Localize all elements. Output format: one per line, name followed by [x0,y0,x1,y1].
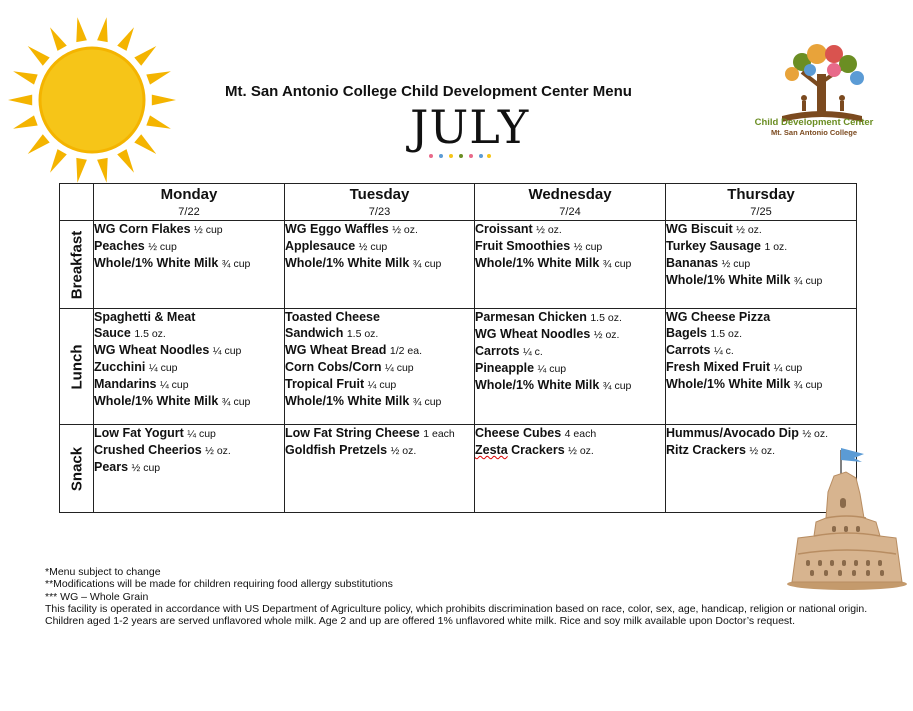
menu-item-name: Sandwich [285,326,344,340]
menu-item [285,342,474,359]
menu-item [475,425,665,442]
menu-item-name: Mandarins [94,377,157,391]
menu-item-quantity: ¼ cup [187,428,216,440]
menu-item-quantity: ½ oz. [593,329,620,341]
menu-item-name: Low Fat Yogurt [94,426,184,440]
menu-item [475,442,665,459]
sun-ray [146,115,171,128]
menu-item [666,272,856,289]
day-name: Thursday [727,186,795,203]
sun-ray [8,95,32,106]
sun-ray [76,158,87,183]
menu-item [475,377,665,394]
menu-item-quantity: ¾ cup [221,396,251,408]
meal-row-lunch [60,309,857,425]
menu-item [475,221,665,238]
menu-item [94,342,284,359]
menu-item [475,343,665,360]
menu-item-name: WG Corn Flakes [94,222,191,236]
menu-item-quantity: ½ cup [358,241,388,253]
menu-item-name: Pineapple [475,361,535,375]
sun-ray [134,46,156,66]
menu-item-name: WG Biscuit [666,222,733,236]
sun-illustration [0,12,190,192]
menu-item [94,442,284,459]
menu-item [285,359,474,376]
menu-item-name: Whole/1% White Milk [666,273,791,287]
menu-item-name: WG Wheat Bread [285,343,387,357]
menu-item-name: Parmesan Chicken [475,310,587,324]
meal-row-snack [60,425,857,513]
menu-item-name: Croissant [475,222,533,236]
meal-label: Lunch [68,344,85,389]
menu-item-quantity: ½ cup [194,224,223,236]
footnote: This facility is operated in accordance with US Department of Agriculture policy, which prohibits discrimination based on race, color, sex, age, handicap, religion or national origin. [45,602,868,615]
menu-item-name: Zucchini [94,360,146,374]
menu-item-name: Ritz Crackers [666,443,746,457]
sun-ray [13,71,38,84]
menu-item [666,309,856,325]
menu-item-quantity: 4 each [564,428,597,440]
menu-item-quantity: ¼ c. [713,345,734,357]
menu-item-quantity: ¾ cup [793,275,823,287]
menu-item [285,309,474,325]
menu-item-name: Goldfish Pretzels [285,443,388,457]
menu-item-name: WG Eggo Waffles [285,222,389,236]
menu-item [94,221,284,238]
menu-item-name: Cheese Cubes [475,426,562,440]
menu-item [94,325,284,342]
meal-label-cell [60,309,94,425]
menu-item [94,238,284,255]
menu-item-name: Whole/1% White Milk [94,256,219,270]
month-decoration [425,152,495,160]
day-header-thursday [666,184,857,221]
menu-item-quantity: ½ oz. [205,445,231,457]
menu-item-quantity: 1.5 oz. [710,328,743,340]
menu-item-name: Turkey Sausage [666,239,761,253]
sandcastle-illustration [784,442,910,592]
day-date: 7/22 [178,206,200,218]
menu-item [666,425,856,442]
menu-table [59,183,857,513]
footnote: *** WG – Whole Grain [45,590,149,603]
menu-item-quantity: 1.5 oz. [346,328,379,340]
menu-item [666,359,856,376]
sun-ray [146,71,171,84]
menu-item [475,360,665,377]
menu-cell [94,309,285,425]
menu-item [94,309,284,325]
logo-title: Child Development Center [754,117,874,128]
day-date: 7/25 [750,206,772,218]
menu-item-quantity: ¼ cup [160,379,189,391]
day-name: Monday [160,186,218,203]
day-header-tuesday [285,184,475,221]
menu-item [285,255,474,272]
meal-label-cell [60,425,94,513]
menu-cell [285,221,475,309]
menu-cell [285,425,475,513]
menu-item-name: Whole/1% White Milk [475,256,600,270]
menu-item-quantity: ½ cup [721,258,751,270]
menu-item [94,393,284,410]
menu-cell [285,309,475,425]
menu-item-name: Hummus/Avocado Dip [666,426,799,440]
menu-item-quantity: ½ cup [148,241,177,253]
sun-ray [28,46,50,66]
meal-label: Breakfast [68,230,85,299]
menu-item-quantity: 1 oz. [764,241,788,253]
menu-item-quantity: ¼ cup [773,362,803,374]
menu-item [666,238,856,255]
menu-item-name: Low Fat String Cheese [285,426,420,440]
day-header-row [60,184,857,221]
menu-item-quantity: ½ oz. [802,428,829,440]
menu-item [94,459,284,476]
sun-ray [97,17,108,42]
menu-item-name: Corn Cobs/Corn [285,360,382,374]
footnote: **Modifications will be made for children requiring food allergy substitutions [45,578,393,591]
sun-ray [50,27,67,51]
menu-item [94,376,284,393]
menu-item [94,425,284,442]
menu-item-quantity: ¾ cup [602,258,632,270]
menu-cell [475,221,666,309]
menu-item-name: Spaghetti & Meat [94,310,196,324]
menu-item-name: Crushed Cheerios [94,443,202,457]
menu-item-quantity: ½ oz. [736,224,762,236]
day-date: 7/23 [368,206,391,218]
day-header-monday [94,184,285,221]
menu-item [666,342,856,359]
sun-ray [76,17,87,42]
menu-item [666,325,856,342]
menu-item-quantity: ¼ cup [537,363,567,375]
menu-item-quantity: ¼ cup [385,362,414,374]
menu-item-name: Whole/1% White Milk [285,256,410,270]
day-date: 7/24 [559,206,581,218]
menu-cell [94,221,285,309]
menu-item-name: WG Cheese Pizza [666,310,771,324]
footnotes [45,566,885,627]
menu-cell [475,309,666,425]
menu-item-quantity: ½ oz. [536,224,562,236]
meal-label-cell [60,221,94,309]
menu-item-quantity: ¼ cup [148,362,178,374]
menu-item [285,442,474,459]
sun-ray [13,115,38,128]
menu-item [285,376,474,393]
page-title: Mt. San Antonio College Child Development Center Menu [225,83,632,100]
menu-item-name: Fresh Mixed Fruit [666,360,771,374]
menu-item-name: Carrots [475,344,520,358]
sun-ray [97,158,108,183]
menu-item-name: WG Wheat Noodles [94,343,210,357]
menu-item [94,255,284,272]
footnote: Children aged 1-2 years are served unflavored whole milk. Age 2 and up are offered 1% unflavored white milk. Rice and soy milk available upon Doctor’s request. [45,615,795,628]
sun-ray [50,149,67,173]
menu-item-quantity: 1/2 ea. [389,345,423,357]
menu-item-quantity: ½ cup [573,241,603,253]
month-heading: JULY [410,100,530,154]
menu-item-quantity: ¼ cup [367,379,397,391]
menu-cell [94,425,285,513]
day-name: Tuesday [349,186,410,203]
menu-item-quantity: ¾ cup [793,379,823,391]
menu-item-name: Pears [94,460,129,474]
menu-item-name: Tropical Fruit [285,377,365,391]
menu-cell [666,309,857,425]
sun-ray [117,27,134,51]
menu-item-name: Zesta Crackers [475,443,565,457]
menu-item-quantity: ½ oz. [390,445,417,457]
menu-item [666,255,856,272]
menu-item-name: Whole/1% White Milk [285,394,410,408]
menu-item [475,309,665,326]
menu-cell [666,221,857,309]
menu-item [285,325,474,342]
logo-subtitle: Mt. San Antonio College [771,128,857,137]
menu-item-quantity: 1.5 oz. [134,328,166,340]
menu-item-name: Whole/1% White Milk [666,377,791,391]
menu-item-quantity: 1 each [423,428,455,440]
spellcheck-word: Zesta [475,443,508,457]
meal-label: Snack [68,446,85,491]
menu-item [94,359,284,376]
menu-item [285,425,474,442]
sun-ray [28,134,50,154]
menu-item [475,326,665,343]
menu-item [285,221,474,238]
menu-item-name: Whole/1% White Milk [94,394,219,408]
menu-item-quantity: ¾ cup [602,380,632,392]
menu-item-name: Fruit Smoothies [475,239,571,253]
menu-item-quantity: ¾ cup [412,258,442,270]
sun-ray [134,134,156,154]
menu-item-name: Bananas [666,256,719,270]
sun-ray [152,95,176,106]
menu-item [285,393,474,410]
menu-item-quantity: 1.5 oz. [590,312,622,324]
menu-item [285,238,474,255]
menu-item-quantity: ¼ c. [522,346,543,358]
menu-item-quantity: ¾ cup [221,258,251,270]
menu-item-quantity: ½ cup [131,462,161,474]
menu-item-name: Carrots [666,343,711,357]
menu-item-name: Applesauce [285,239,356,253]
menu-item [666,221,856,238]
menu-item-name: Toasted Cheese [285,310,380,324]
menu-item-name: Peaches [94,239,145,253]
day-name: Wednesday [528,186,612,203]
menu-item-name: Bagels [666,326,707,340]
menu-item-quantity: ½ oz. [749,445,776,457]
menu-item [475,238,665,255]
menu-item-quantity: ½ oz. [568,445,594,457]
menu-item-quantity: ½ oz. [392,224,418,236]
menu-item-name: WG Wheat Noodles [475,327,591,341]
sun-ray [117,149,134,173]
menu-item-name: Whole/1% White Milk [475,378,600,392]
menu-item-name: Sauce [94,326,131,340]
menu-item-quantity: ¾ cup [412,396,442,408]
menu-cell [475,425,666,513]
menu-item [475,255,665,272]
corner-cell [60,184,94,221]
day-header-wednesday [475,184,666,221]
footnote: *Menu subject to change [45,566,161,578]
menu-item [666,376,856,393]
menu-item-quantity: ¼ cup [212,345,242,357]
meal-row-breakfast [60,221,857,309]
